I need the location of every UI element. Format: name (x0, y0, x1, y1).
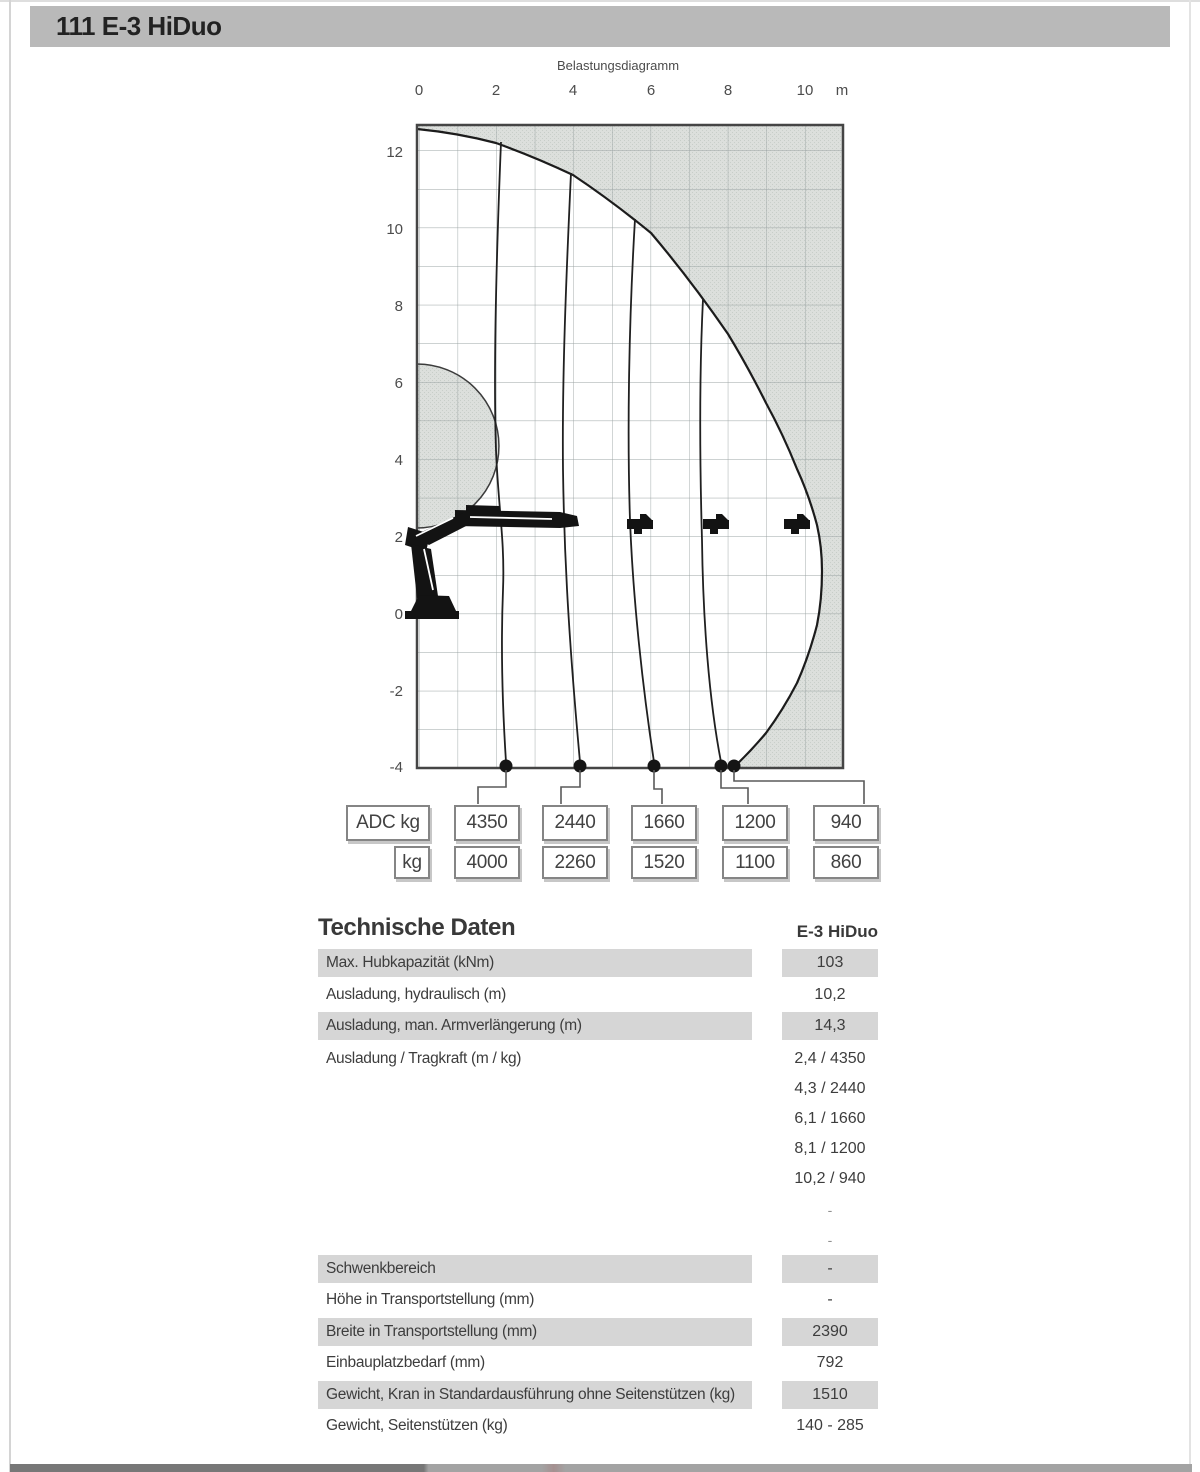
capacity-value-adc-2: 2440 (542, 805, 608, 841)
page-footer-bar (10, 1464, 1192, 1472)
capacity-value-std-1: 4000 (454, 846, 520, 879)
connector-line-3 (654, 770, 662, 804)
capacity-row-label-std: kg (394, 846, 430, 879)
row-value: 792 (816, 1354, 844, 1372)
y-tick: -4 (389, 759, 403, 776)
row-value: 1510 (782, 1381, 878, 1409)
row-label: Ausladung, hydraulisch (m) (326, 985, 507, 1003)
capacity-row-label-adc: ADC kg (346, 805, 430, 841)
table-row (318, 1349, 878, 1377)
row-label: Max. Hubkapazität (kNm) (318, 949, 752, 977)
row-label: Schwenkbereich (318, 1255, 752, 1283)
x-tick: 8 (723, 82, 733, 99)
y-tick: 8 (394, 298, 403, 315)
row-value: 2390 (782, 1318, 878, 1346)
row-label: Gewicht, Seitenstützen (kg) (326, 1417, 508, 1435)
row-label: Breite in Transportstellung (mm) (318, 1318, 752, 1346)
chart-title: Belastungsdiagramm (556, 58, 680, 73)
row-label: Einbauplatzbedarf (mm) (326, 1354, 485, 1372)
outreach-value: 10,2 / 940 (794, 1170, 866, 1188)
outreach-value: - (827, 1201, 833, 1218)
capacity-value-std-2: 2260 (542, 846, 608, 879)
table-row (318, 1255, 878, 1283)
row-value: 14,3 (782, 1012, 878, 1040)
capacity-value-std-4: 1100 (722, 846, 788, 879)
x-tick: 6 (646, 82, 656, 99)
y-tick: 2 (394, 529, 403, 546)
connector-line-2 (561, 770, 580, 804)
row-value: - (782, 1255, 878, 1283)
y-tick: 4 (394, 452, 403, 469)
table-row (318, 1381, 878, 1409)
x-axis-ticks (415, 82, 848, 99)
row-label: Ausladung, man. Armverlängerung (m) (318, 1012, 752, 1040)
outreach-value: 8,1 / 1200 (794, 1140, 866, 1158)
row-label: Höhe in Transportstellung (mm) (326, 1291, 535, 1309)
row-label: Ausladung / Tragkraft (m / kg) (326, 1049, 522, 1067)
capacity-value-std-5: 860 (813, 846, 879, 879)
table-row (318, 981, 878, 1009)
connector-line-1 (478, 770, 506, 804)
outreach-value: 6,1 / 1660 (794, 1109, 866, 1127)
table-row-outreach-capacity (318, 1044, 878, 1255)
capacity-value-adc-3: 1660 (631, 805, 697, 841)
table-row (318, 1286, 878, 1314)
x-axis-unit: m (835, 82, 849, 99)
outreach-value: 2,4 / 4350 (794, 1049, 866, 1067)
table-row (318, 949, 878, 977)
row-value-list (782, 1044, 878, 1255)
y-tick: -2 (389, 683, 403, 700)
y-tick: 10 (386, 221, 403, 238)
table-model-name: E-3 HiDuo (796, 922, 878, 941)
x-tick: 2 (491, 82, 501, 99)
connector-lines (478, 770, 864, 804)
x-tick: 10 (796, 82, 814, 99)
y-tick: 12 (386, 144, 403, 161)
y-tick: 6 (394, 375, 403, 392)
technical-data-header (318, 908, 878, 942)
y-axis-ticks (386, 144, 403, 776)
row-label: Gewicht, Kran in Standardausführung ohne Seitenstützen (kg) (318, 1381, 752, 1409)
outreach-value: - (827, 1231, 833, 1248)
x-tick: 4 (568, 82, 578, 99)
table-title: Technische Daten (318, 914, 516, 941)
capacity-value-adc-1: 4350 (454, 805, 520, 841)
x-tick: 0 (414, 82, 424, 99)
connector-line-5 (734, 770, 864, 804)
table-row (318, 1318, 878, 1346)
technical-data-table (318, 908, 878, 1444)
row-value: 10,2 (814, 985, 846, 1003)
row-value: 103 (782, 949, 878, 977)
row-value: - (827, 1291, 833, 1309)
capacity-value-adc-5: 940 (813, 805, 879, 841)
table-row (318, 1012, 878, 1040)
capacity-value-std-3: 1520 (631, 846, 697, 879)
page-title: 111 E-3 HiDuo (56, 11, 222, 41)
table-row (318, 1412, 878, 1440)
chart-grid (417, 125, 843, 768)
row-value: 140 - 285 (796, 1417, 864, 1435)
y-tick: 0 (394, 606, 403, 623)
capacity-value-adc-4: 1200 (722, 805, 788, 841)
outreach-value: 4,3 / 2440 (794, 1079, 866, 1097)
